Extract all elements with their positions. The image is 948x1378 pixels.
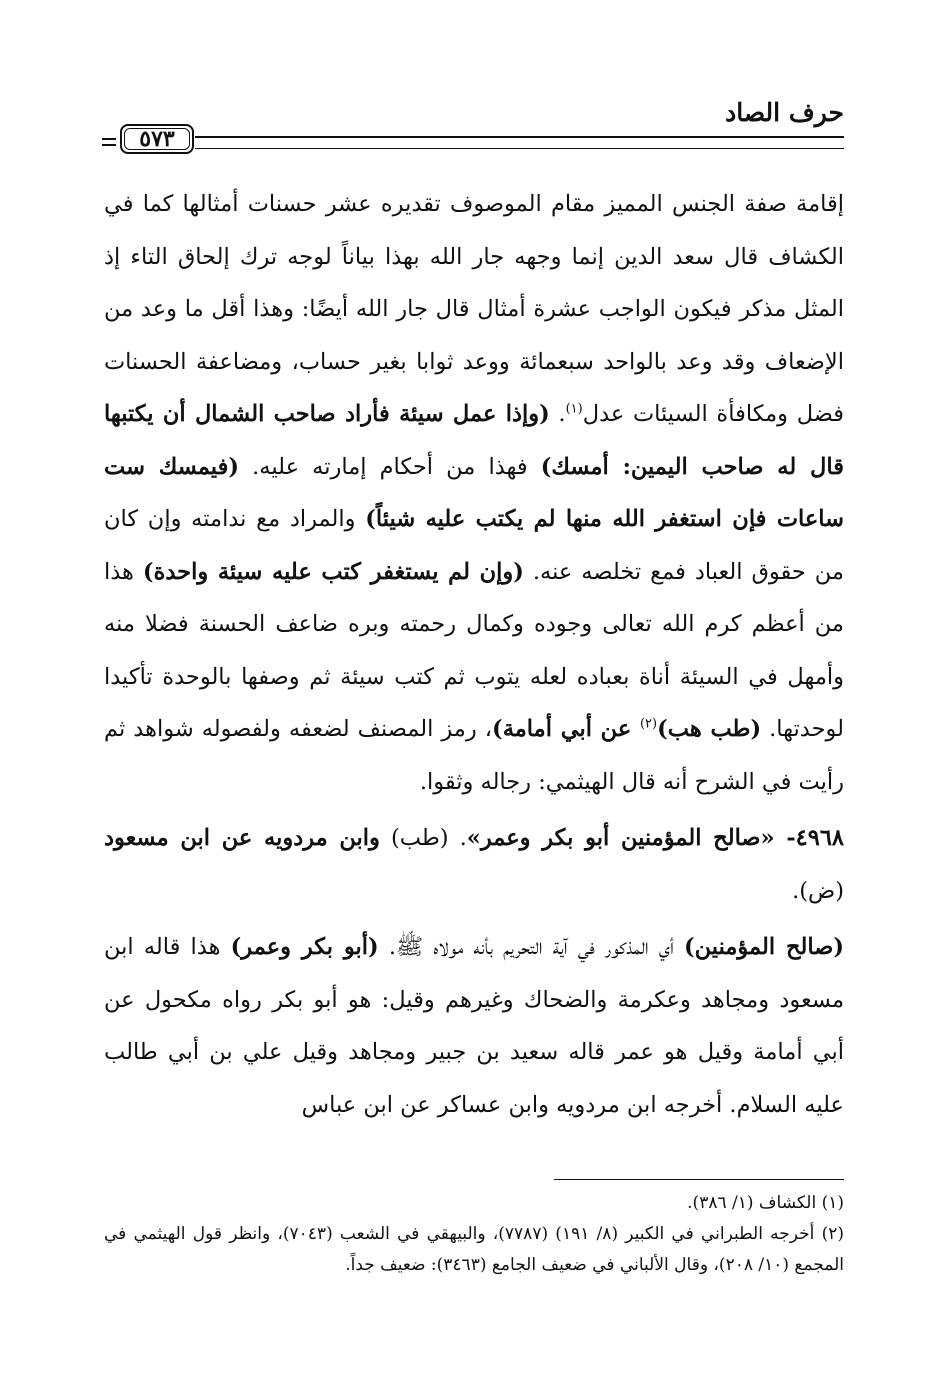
entry-number: ٤٩٦٨- <box>774 825 845 851</box>
hadith-quote: (فيمسك ست ساعات فإن استغفر الله منها لم يكتب عليه شيئاً) <box>104 453 844 532</box>
page-number: ٥٧٣ <box>139 126 175 152</box>
text-run: والمراد مع ندامته وإن كان من حقوق العباد فمع تخلصه عنه. <box>104 506 844 585</box>
hadith-text: «صالح المؤمنين أبو بكر وعمر» <box>466 825 775 851</box>
main-text <box>104 178 844 1131</box>
footnotes <box>104 1188 844 1281</box>
text-run: (ض). <box>792 877 844 904</box>
text-run: فهذا من أحكام إمارته عليه. <box>239 453 541 480</box>
commentary-paragraph <box>104 921 844 1131</box>
hadith-quote: (وإن لم يستغفر كتب عليه سيئة واحدة) <box>142 558 524 585</box>
footnote-separator <box>554 1179 844 1180</box>
text-run: أي المذكور في آية التحريم بأنه مولاه ﷺ. <box>378 934 684 960</box>
hadith-entry <box>104 812 844 917</box>
footnote-1: (١) الكشاف (١/ ٣٨٦). <box>687 1193 844 1213</box>
page-number-frame <box>120 124 194 154</box>
hadith-quote: (أبو بكر وعمر) <box>230 934 379 960</box>
footnote-2: (٢) أخرجه الطبراني في الكبير (٨/ ١٩١) (٧٧٨٧)، والبيهقي في الشعب (٧٠٤٣)، وانظر قول الهيثمي في المجمع (١٠/ ٢٠٨)، وقال الألباني في ضعيف الجامع (٣٤٦٣): ضعيف جداً. <box>104 1224 845 1275</box>
header-rule-end <box>102 138 116 146</box>
narrator: عن أبي أمامة) <box>492 716 640 742</box>
source-code: (طب هب) <box>657 716 762 742</box>
running-title: حرف الصاد <box>725 98 844 127</box>
text-run: . (طب) <box>379 825 467 851</box>
text-run: ، رمز المصنف لضعفه ولفصوله شواهد ثم رأيت في الشرح أنه قال الهيثمي: رجاله وثقوا. <box>104 716 844 795</box>
narrator: وابن مردويه عن ابن مسعود <box>104 825 380 851</box>
hadith-quote: (صالح المؤمنين) <box>684 934 844 960</box>
footnote-ref: (١) <box>565 401 583 417</box>
text-run: هذا قاله ابن مسعود ومجاهد وعكرمة والضحاك وغيرهم وقيل: هو أبو بكر رواه مكحول عن أبي أمامة وقيل هو عمر قاله سعيد بن جبير ومجاهد وقيل علي بن أبي طالب عليه السلام. أخرجه ابن مردويه وابن عساكر عن ابن عباس <box>104 934 844 1118</box>
text-run: هذا من أعظم كرم الله تعالى وجوده وكمال رحمته وبره ضاعف الحسنة فضلا منه وأمهل في السيئة أناة بعباده لعله يتوب ثم كتب سيئة ثم وصفها بالوحدة تأكيدا لوحدتها. <box>104 558 844 742</box>
text-run: إقامة صفة الجنس المميز مقام الموصوف تقديره عشر حسنات أمثالها كما في الكشاف قال سعد الدين إنما وجهه جار الله بهذا بياناً لوجه ترك إلحاق التاء إذ المثل مذكر فيكون الواجب عشرة أمثال قال جار الله أيضًا: وهذا أقل ما وعد من الإضعاف وقد وعد بالواحد سبعمائة ووعد ثوابا بغير حساب، ومضاعفة الحسنات فضل ومكافأة السيئات عدل <box>104 191 844 427</box>
hadith-quote: (وإذا عمل سيئة فأراد صاحب الشمال أن يكتبها قال له صاحب اليمين: أمسك) <box>104 401 844 480</box>
header-rule <box>195 136 844 149</box>
commentary-paragraph <box>104 178 844 808</box>
footnote-ref: (٢) <box>639 716 658 732</box>
text-run: . <box>549 401 566 427</box>
